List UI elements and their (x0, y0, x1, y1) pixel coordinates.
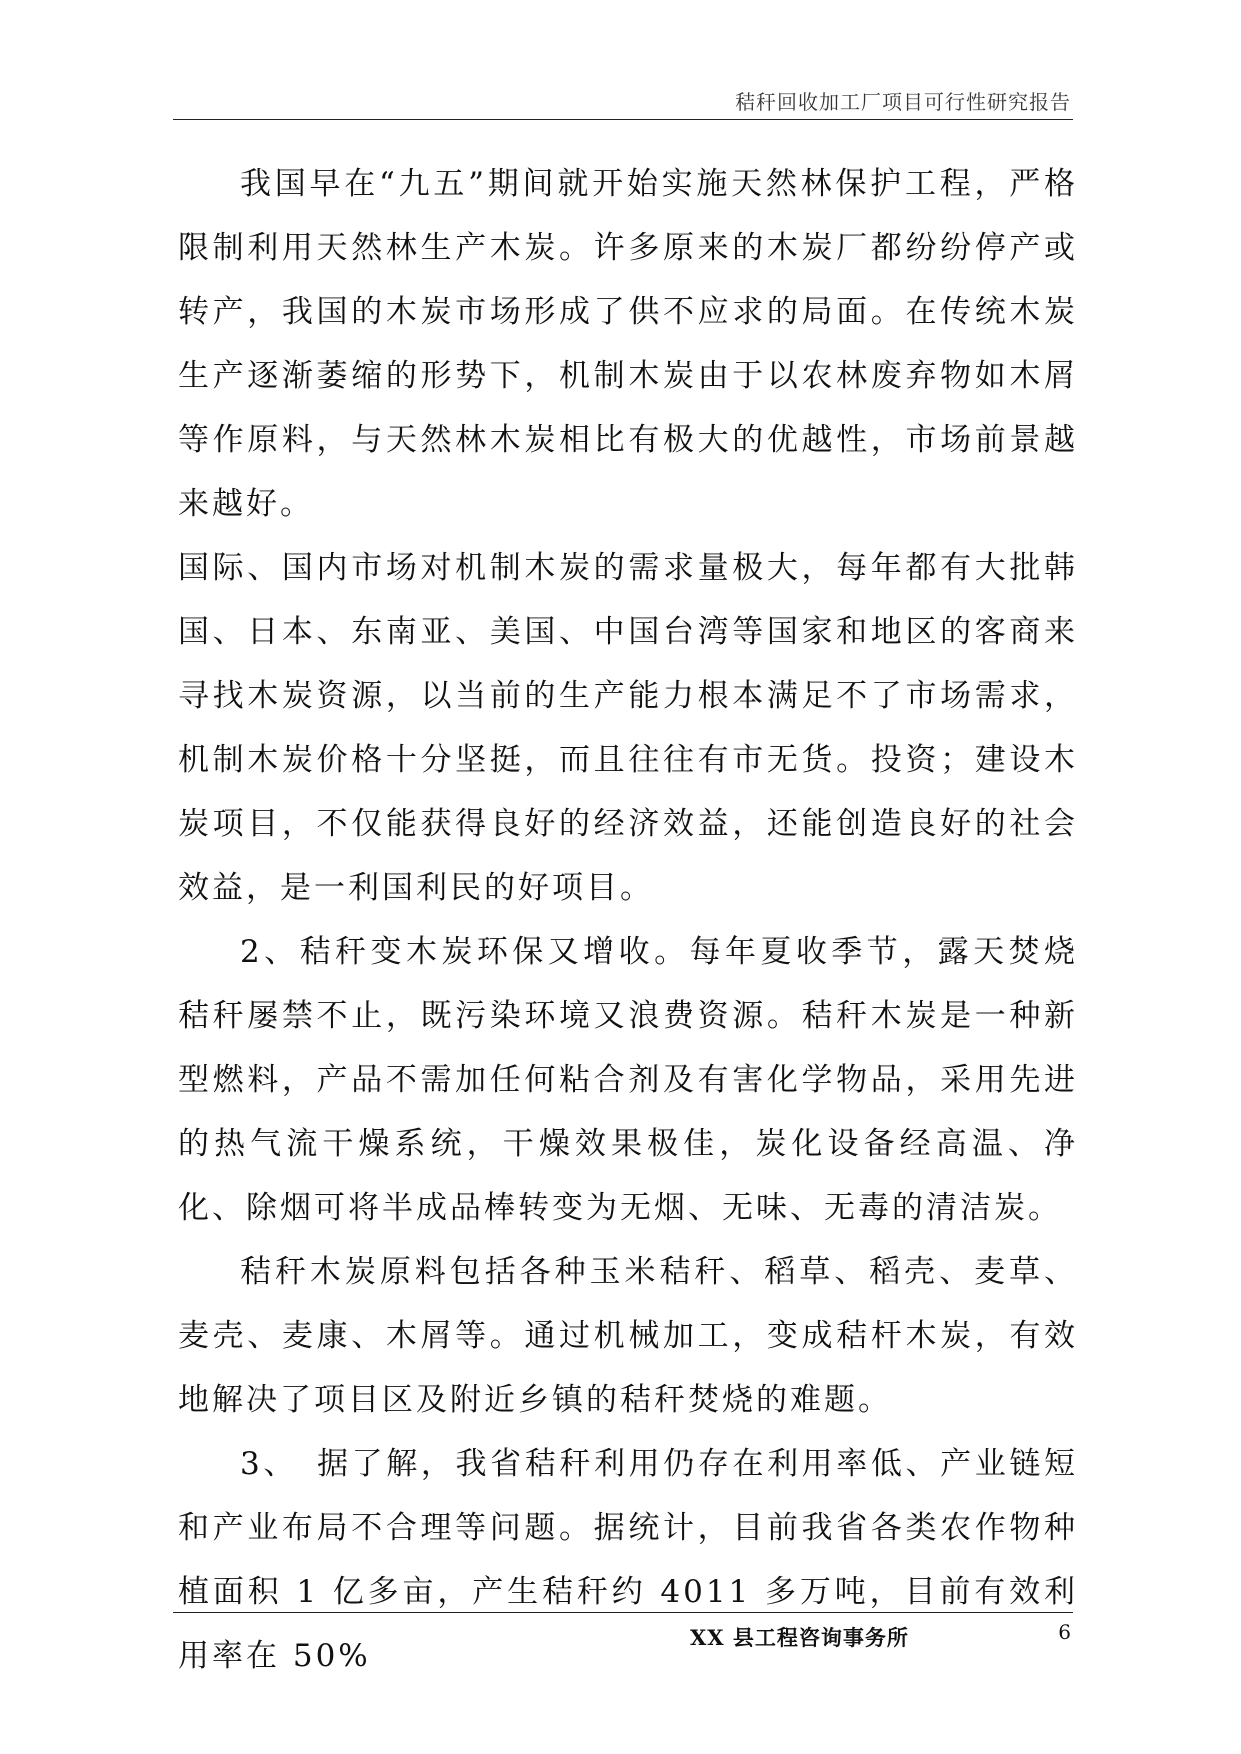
footer-organization: XX 县工程咨询事务所 (690, 1625, 909, 1650)
header-title: 秸秆回收加工厂项目可行性研究报告 (735, 90, 1071, 114)
page-number: 6 (1058, 1620, 1071, 1644)
paragraph: 我国早在“九五”期间就开始实施天然林保护工程，严格限制利用天然林生产木炭。许多原来的木炭厂都纷纷停产或转产，我国的木炭市场形成了供不应求的局面。在传统木炭生产逐渐萎缩的形势下，机制木炭由于以农林废弃物如木屑等作原料，与天然林木炭相比有极大的优越性，市场前景越来越好。 (178, 166, 1078, 522)
paragraph: 秸秆木炭原料包括各种玉米秸秆、稻草、稻壳、麦草、麦壳、麦康、木屑等。通过机械加工，变成秸杆木炭，有效地解决了项目区及附近乡镇的秸秆焚烧的难题。 (178, 1254, 1078, 1418)
paragraph: 2、秸秆变木炭环保又增收。每年夏收季节，露天焚烧秸秆屡禁不止，既污染环境又浪费资源。秸秆木炭是一种新型燃料，产品不需加任何粘合剂及有害化学物品，采用先进的热气流干燥系统，干燥效果极佳，炭化设备经高温、净化、除烟可将半成品棒转变为无烟、无味、无毒的清洁炭。 (178, 934, 1078, 1226)
header-rule (173, 119, 1073, 120)
document-body (178, 152, 1078, 1688)
paragraph: 国际、国内市场对机制木炭的需求量极大，每年都有大批韩国、日本、东南亚、美国、中国台湾等国家和地区的客商来寻找木炭资源，以当前的生产能力根本满足不了市场需求，机制木炭价格十分坚挺，而且往往有市无货。投资；建设木炭项目，不仅能获得良好的经济效益，还能创造良好的社会效益，是一利国利民的好项目。 (178, 550, 1078, 906)
paragraph: 3、 据了解，我省秸秆利用仍存在利用率低、产业链短和产业布局不合理等问题。据统计，目前我省各类农作物种植面积 1 亿多亩，产生秸秆约 4011 多万吨，目前有效利用率在 50% (178, 1446, 1078, 1674)
footer-rule (173, 1612, 1073, 1613)
